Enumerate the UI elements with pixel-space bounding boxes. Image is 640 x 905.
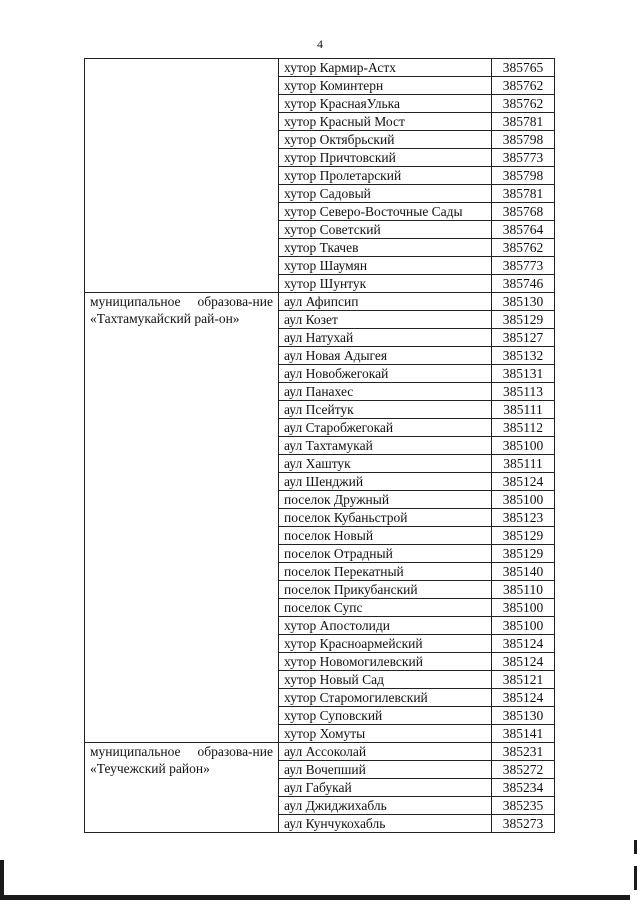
postcode-cell: 385272 — [492, 761, 555, 779]
postcode-cell: 385129 — [492, 527, 555, 545]
settlement-cell: аул Псейтук — [279, 401, 492, 419]
table-row — [85, 59, 555, 77]
settlement-cell: аул Шенджий — [279, 473, 492, 491]
postcode-cell: 385762 — [492, 77, 555, 95]
scan-edge-bottom — [0, 895, 630, 900]
postcode-cell: 385124 — [492, 635, 555, 653]
settlement-cell: хутор Новый Сад — [279, 671, 492, 689]
settlement-cell: аул Новая Адыгея — [279, 347, 492, 365]
postcode-cell: 385132 — [492, 347, 555, 365]
settlement-cell: поселок Новый — [279, 527, 492, 545]
postcode-cell: 385131 — [492, 365, 555, 383]
postcode-cell: 385765 — [492, 59, 555, 77]
settlement-cell: хутор Апостолиди — [279, 617, 492, 635]
locality-table — [84, 58, 555, 833]
postcode-cell: 385130 — [492, 293, 555, 311]
postcode-cell: 385110 — [492, 581, 555, 599]
scan-mark — [634, 840, 637, 854]
postcode-cell: 385273 — [492, 815, 555, 833]
postcode-cell: 385746 — [492, 275, 555, 293]
settlement-cell: хутор Причтовский — [279, 149, 492, 167]
postcode-cell: 385798 — [492, 167, 555, 185]
postcode-cell: 385781 — [492, 113, 555, 131]
scan-edge-left — [0, 860, 4, 900]
page-number: 4 — [317, 37, 323, 51]
settlement-cell: аул Габукай — [279, 779, 492, 797]
table-body — [85, 59, 555, 833]
settlement-cell: поселок Отрадный — [279, 545, 492, 563]
scan-mark — [634, 866, 637, 890]
postcode-cell: 385124 — [492, 689, 555, 707]
postcode-cell: 385123 — [492, 509, 555, 527]
settlement-cell: поселок Дружный — [279, 491, 492, 509]
postcode-cell: 385234 — [492, 779, 555, 797]
settlement-cell: хутор Красноармейский — [279, 635, 492, 653]
settlement-cell: аул Панахес — [279, 383, 492, 401]
postcode-cell: 385130 — [492, 707, 555, 725]
postcode-cell: 385129 — [492, 311, 555, 329]
settlement-cell: хутор КраснаяУлька — [279, 95, 492, 113]
postcode-cell: 385129 — [492, 545, 555, 563]
postcode-cell: 385762 — [492, 95, 555, 113]
postcode-cell: 385764 — [492, 221, 555, 239]
settlement-cell: аул Козет — [279, 311, 492, 329]
postcode-cell: 385113 — [492, 383, 555, 401]
settlement-cell: хутор Коминтерн — [279, 77, 492, 95]
settlement-cell: поселок Перекатный — [279, 563, 492, 581]
settlement-cell: хутор Хомуты — [279, 725, 492, 743]
settlement-cell: хутор Советский — [279, 221, 492, 239]
settlement-cell: хутор Шаумян — [279, 257, 492, 275]
settlement-cell: поселок Прикубанский — [279, 581, 492, 599]
settlement-cell: аул Натухай — [279, 329, 492, 347]
settlement-cell: хутор Ткачев — [279, 239, 492, 257]
postcode-cell: 385762 — [492, 239, 555, 257]
postcode-cell: 385781 — [492, 185, 555, 203]
settlement-cell: поселок Супс — [279, 599, 492, 617]
postcode-cell: 385100 — [492, 617, 555, 635]
postcode-cell: 385124 — [492, 473, 555, 491]
postcode-cell: 385141 — [492, 725, 555, 743]
postcode-cell: 385798 — [492, 131, 555, 149]
settlement-cell: хутор Северо-Восточные Сады — [279, 203, 492, 221]
postcode-cell: 385121 — [492, 671, 555, 689]
settlement-cell: аул Вочепший — [279, 761, 492, 779]
municipality-cell: муниципальное образова-ние «Теучежский район» — [85, 743, 279, 833]
settlement-cell: аул Старобжегокай — [279, 419, 492, 437]
postcode-cell: 385768 — [492, 203, 555, 221]
postcode-cell: 385235 — [492, 797, 555, 815]
settlement-cell: хутор Кармир-Астх — [279, 59, 492, 77]
municipality-cell: муниципальное образова-ние «Тахтамукайский рай-он» — [85, 293, 279, 743]
postcode-cell: 385100 — [492, 437, 555, 455]
settlement-cell: аул Ассоколай — [279, 743, 492, 761]
settlement-cell: хутор Октябрьский — [279, 131, 492, 149]
postcode-cell: 385773 — [492, 149, 555, 167]
table-row — [85, 743, 555, 761]
settlement-cell: аул Кунчукохабль — [279, 815, 492, 833]
settlement-cell: хутор Шунтук — [279, 275, 492, 293]
municipality-cell — [85, 59, 279, 293]
postcode-cell: 385111 — [492, 401, 555, 419]
postcode-cell: 385231 — [492, 743, 555, 761]
postcode-cell: 385140 — [492, 563, 555, 581]
settlement-cell: хутор Суповский — [279, 707, 492, 725]
postcode-cell: 385127 — [492, 329, 555, 347]
settlement-cell: хутор Старомогилевский — [279, 689, 492, 707]
postcode-cell: 385112 — [492, 419, 555, 437]
settlement-cell: поселок Кубаньстрой — [279, 509, 492, 527]
postcode-cell: 385111 — [492, 455, 555, 473]
postcode-cell: 385100 — [492, 491, 555, 509]
postcode-cell: 385124 — [492, 653, 555, 671]
settlement-cell: аул Афипсип — [279, 293, 492, 311]
settlement-cell: аул Новобжегокай — [279, 365, 492, 383]
table-row — [85, 293, 555, 311]
settlement-cell: аул Джиджихабль — [279, 797, 492, 815]
settlement-cell: хутор Новомогилевский — [279, 653, 492, 671]
postcode-cell: 385773 — [492, 257, 555, 275]
settlement-cell: хутор Садовый — [279, 185, 492, 203]
settlement-cell: хутор Красный Мост — [279, 113, 492, 131]
settlement-cell: аул Хаштук — [279, 455, 492, 473]
settlement-cell: аул Тахтамукай — [279, 437, 492, 455]
postcode-cell: 385100 — [492, 599, 555, 617]
settlement-cell: хутор Пролетарский — [279, 167, 492, 185]
